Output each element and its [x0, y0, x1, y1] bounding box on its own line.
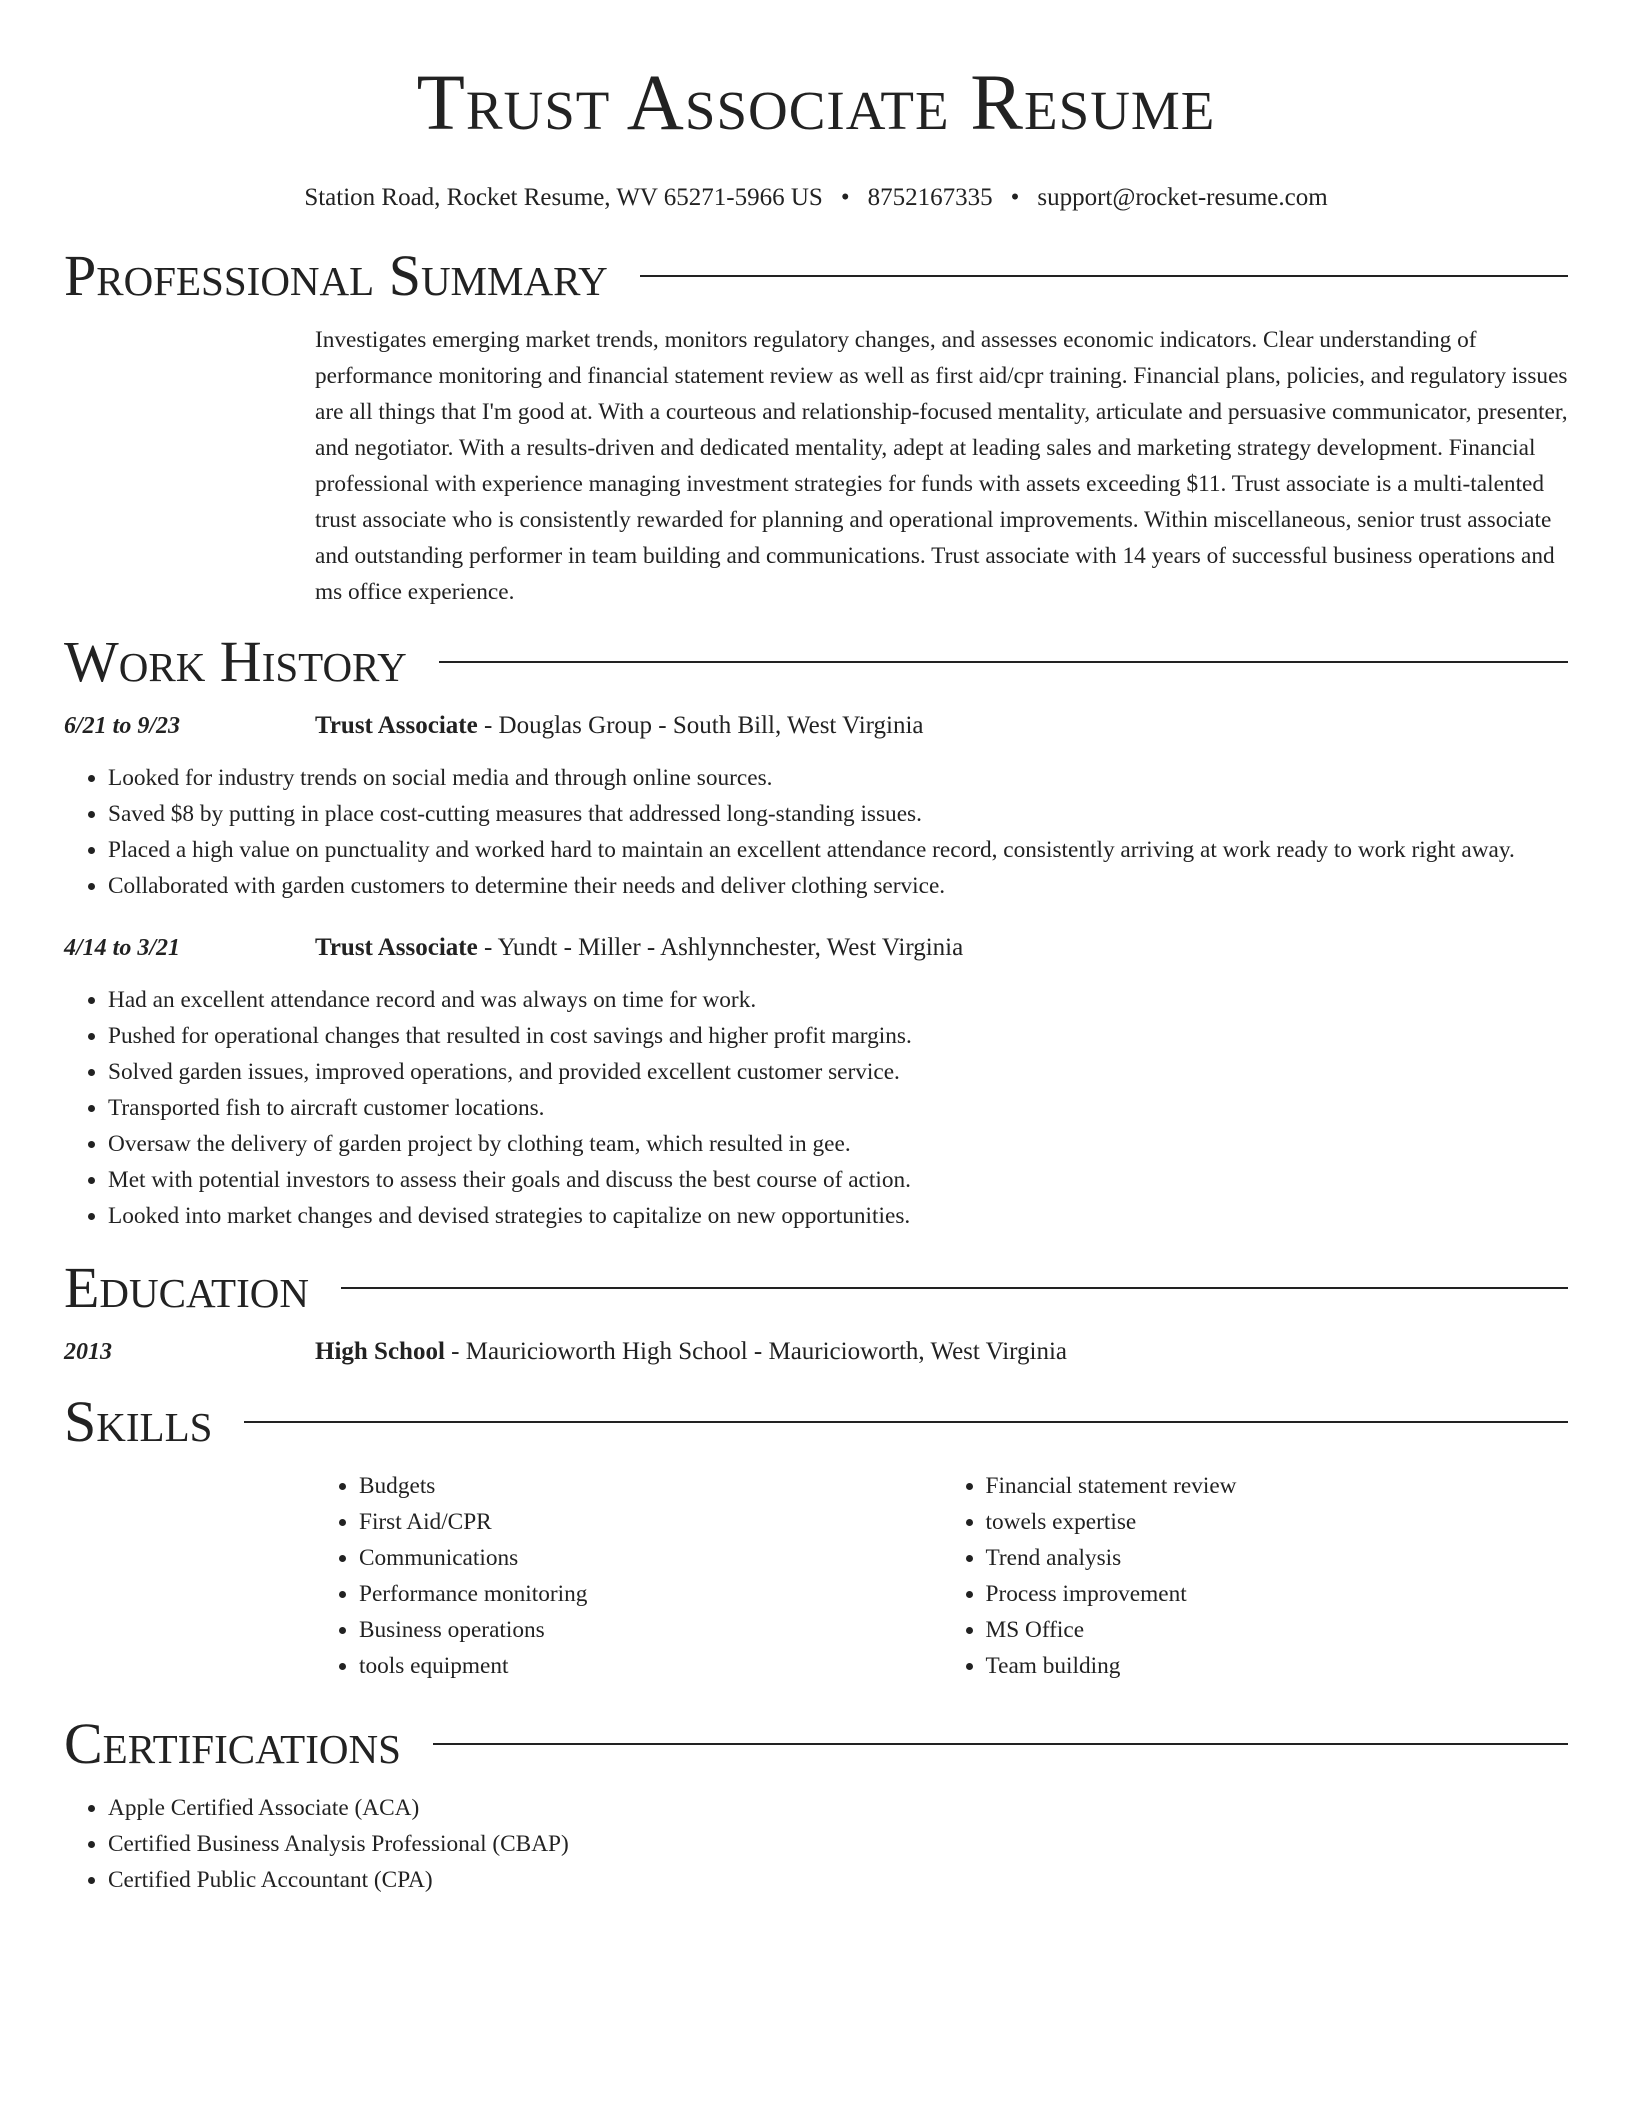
education-year: 2013 [64, 1339, 112, 1365]
email: support@rocket-resume.com [1037, 184, 1328, 211]
list-item: • Placed a high value on punctuality and worked hard to maintain an excellent attendance record, consistently arriving at work ready to work right away. [108, 832, 1568, 868]
list-item: • Saved $8 by putting in place cost-cutting measures that addressed long-standing issues. [108, 796, 1568, 832]
skill-item: • Trend analysis [986, 1540, 1569, 1576]
certification-item: • Certified Public Accountant (CPA) [108, 1862, 1568, 1898]
certifications-list [64, 1790, 1568, 1898]
degree: High School [315, 1338, 445, 1365]
skill-item: • tools equipment [359, 1648, 942, 1684]
skill-item: • Process improvement [986, 1576, 1569, 1612]
skill-item: • Performance monitoring [359, 1576, 942, 1612]
skill-item: • Business operations [359, 1612, 942, 1648]
work-section-header [64, 630, 1568, 694]
list-item: • Transported fish to aircraft customer locations. [108, 1090, 1568, 1126]
summary-heading: Professional Summary [64, 243, 608, 308]
skills-columns [315, 1468, 1568, 1684]
work-heading: Work History [64, 629, 407, 694]
job-employer: - Yundt - Miller - Ashlynnchester, West Virginia [477, 934, 964, 961]
job-title-line [315, 708, 924, 744]
resume-title: Trust Associate Resume [416, 60, 1216, 147]
job-employer: - Douglas Group - South Bill, West Virginia [477, 712, 924, 739]
skill-item: • MS Office [986, 1612, 1569, 1648]
education-entry [64, 1334, 1568, 1370]
job-title: Trust Associate [315, 712, 478, 739]
address: Station Road, Rocket Resume, WV 65271-5966 US [304, 184, 823, 211]
certifications-heading: Certifications [64, 1711, 401, 1776]
skill-item: • Team building [986, 1648, 1569, 1684]
job-bullets [64, 982, 1568, 1234]
skills-list-left [315, 1468, 942, 1684]
job-title: Trust Associate [315, 934, 478, 961]
education-line [315, 1334, 1067, 1370]
certification-item: • Apple Certified Associate (ACA) [108, 1790, 1568, 1826]
job-bullets [64, 760, 1568, 904]
section-divider [433, 1743, 1568, 1745]
list-item: • Looked into market changes and devised strategies to capitalize on new opportunities. [108, 1198, 1568, 1234]
separator-dot: • [840, 184, 850, 211]
separator-dot: • [1010, 184, 1020, 211]
list-item: • Collaborated with garden customers to determine their needs and deliver clothing service. [108, 868, 1568, 904]
skills-section-header [64, 1390, 1568, 1454]
job-header [64, 930, 1568, 966]
skill-item: • Budgets [359, 1468, 942, 1504]
job-entry [64, 930, 1568, 1234]
school: - Mauricioworth High School - Mauricioworth, West Virginia [444, 1338, 1068, 1365]
skills-list-right [942, 1468, 1569, 1684]
certifications-section-header [64, 1712, 1568, 1776]
section-divider [341, 1287, 1568, 1289]
job-title-line [315, 930, 963, 966]
education-section-header [64, 1256, 1568, 1320]
contact-line [64, 182, 1568, 214]
phone: 8752167335 [867, 184, 993, 211]
list-item: • Solved garden issues, improved operations, and provided excellent customer service. [108, 1054, 1568, 1090]
job-dates: 4/14 to 3/21 [64, 935, 181, 961]
section-divider [439, 661, 1568, 663]
skill-item: • Communications [359, 1540, 942, 1576]
section-divider [640, 275, 1568, 277]
list-item: • Looked for industry trends on social media and through online sources. [108, 760, 1568, 796]
list-item: • Had an excellent attendance record and was always on time for work. [108, 982, 1568, 1018]
list-item: • Met with potential investors to assess their goals and discuss the best course of action. [108, 1162, 1568, 1198]
section-divider [244, 1421, 1568, 1423]
job-dates: 6/21 to 9/23 [64, 713, 181, 739]
summary-section-header [64, 244, 1568, 308]
certification-item: • Certified Business Analysis Professional (CBAP) [108, 1826, 1568, 1862]
list-item: • Oversaw the delivery of garden project by clothing team, which resulted in gee. [108, 1126, 1568, 1162]
list-item: • Pushed for operational changes that resulted in cost savings and higher profit margins. [108, 1018, 1568, 1054]
job-header [64, 708, 1568, 744]
summary-text: Investigates emerging market trends, monitors regulatory changes, and assesses economic indicators. Clear understanding of performance monitoring and financial statement review as well as first aid/cpr training. Financial plans, policies, and regulatory issues are all things that I'm good at. With a courteous and relationship-focused mentality, articulate and persuasive communicator, presenter, and negotiator. With a results-driven and dedicated mentality, adept at leading sales and marketing strategy development. Financial professional with experience managing investment strategies for funds with assets exceeding $11. Trust associate is a multi-talented trust associate who is consistently rewarded for planning and operational improvements. Within miscellaneous, senior trust associate and outstanding performer in team building and communications. Trust associate with 14 years of successful business operations and ms office experience. [315, 327, 1568, 605]
skill-item: • Financial statement review [986, 1468, 1569, 1504]
education-heading: Education [64, 1255, 309, 1320]
skill-item: • towels expertise [986, 1504, 1569, 1540]
skills-heading: Skills [64, 1389, 213, 1454]
skill-item: • First Aid/CPR [359, 1504, 942, 1540]
job-entry [64, 708, 1568, 904]
